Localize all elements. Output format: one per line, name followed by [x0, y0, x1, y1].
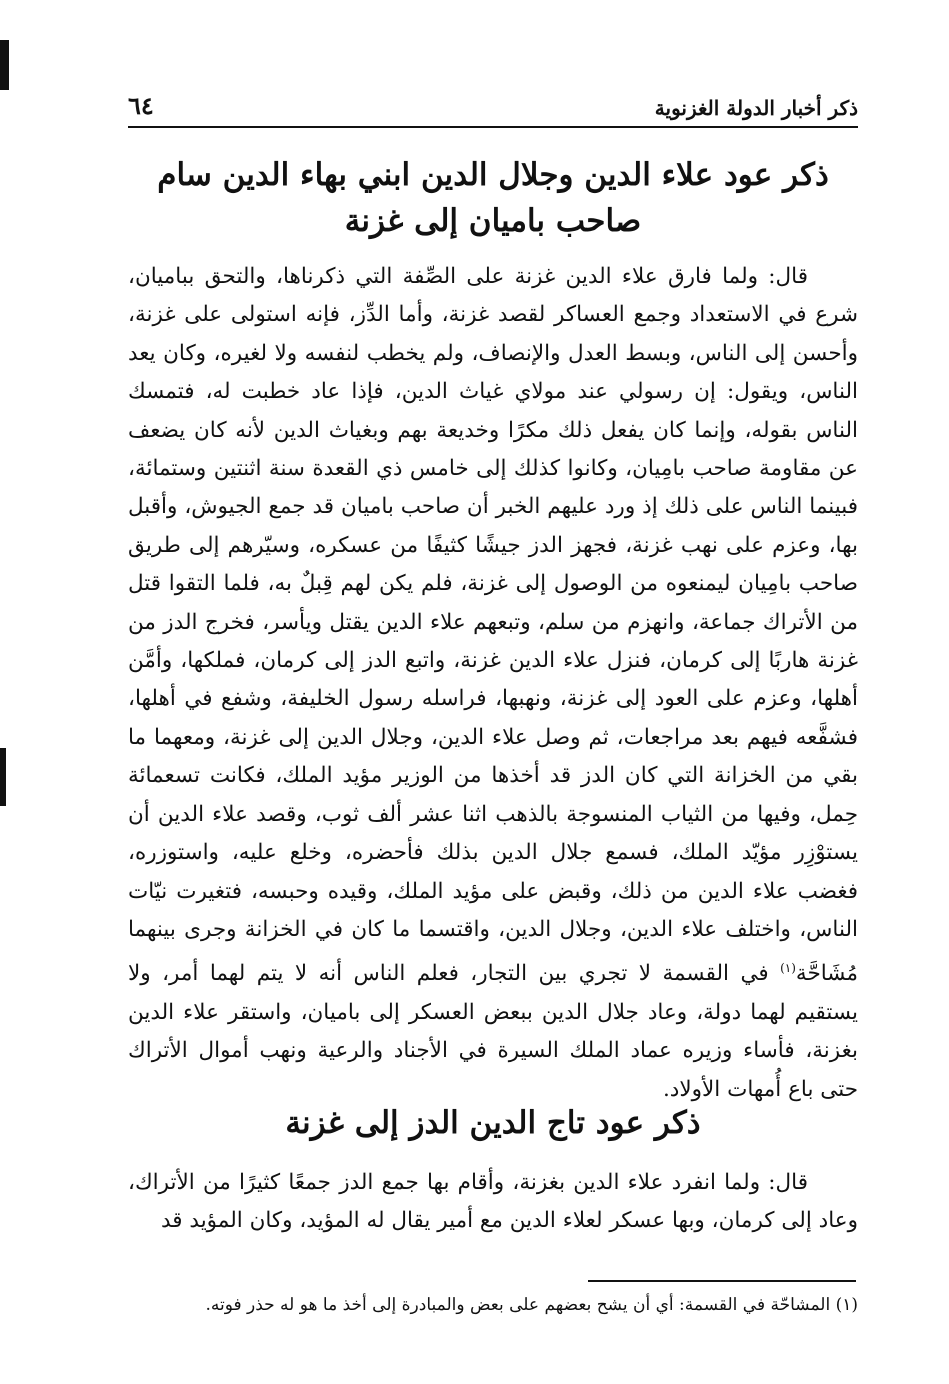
- running-header-title: ذكر أخبار الدولة الغزنوية: [654, 96, 858, 120]
- footnote-reference[interactable]: (١): [780, 961, 796, 976]
- running-header: [128, 84, 858, 128]
- section-1-paragraph: [128, 258, 858, 1109]
- paragraph-text-part-1: قال: ولما فارق علاء الدين غزنة على الصِّفة التي ذكرناها، والتحق بباميان، شرع في الاستعداد وجمع العساكر لقصد غزنة، وأما الدِّز، فإنه استولى على غزنة، وأحسن إلى الناس، وبسط العدل والإنصاف، ولم يخطب لنفسه ولا لغيره، وكان يعد الناس، ويقول: إن رسولي عند مولاي غياث الدين، فإذا عاد خطبت له، فتمسك الناس بقوله، وإنما كان يفعل ذلك مكرًا وخديعة بهم وبغياث الدين لأنه كان يضعف عن مقاومة صاحب بامِيان، وكانوا كذلك إلى خامس ذي القعدة سنة اثنتين وستمائة، فبينما الناس على ذلك إذ ورد عليهم الخبر أن صاحب باميان قد جمع الجيوش، وأقبل بها، وعزم على نهب غزنة، فجهز الدز جيشًا كثيفًا من عسكره، وسيّرهم إلى طريق صاحب بامِيان ليمنعوه من الوصول إلى غزنة، فلم يكن لهم قِبلٌ به، فلما التقوا قتل من الأتراك جماعة، وانهزم من سلم، وتبعهم علاء الدين يقتل ويأسر، فخرج الدز من غزنة هاربًا إلى كرمان، فنزل علاء الدين غزنة، واتبع الدز إلى كرمان، فملكها، وأمَّن أهلها، وعزم على العود إلى غزنة، ونهبها، فراسله رسول الخليفة، وشفع في أهلها، فشفَّعه فيهم بعد مراجعات، ثم وصل علاء الدين، وجلال الدين إلى غزنة، ومعهما ما بقي من الخزانة التي كان الدز قد أخذها من الوزير مؤيد الملك، فكانت تسعمائة حِمل، وفيها من الثياب المنسوجة بالذهب اثنا عشر ألف ثوب، وقصد علاء الدين أن يستوْزِر مؤيّد الملك، فسمع جلال الدين بذلك فأحضره، وخلع عليه، واستوزره، فغضب علاء الدين من ذلك، وقبض على مؤيد الملك، وقيده وحبسه، فتغيرت نيّات الناس، واختلف علاء الدين، وجلال الدين، واقتسما ما كان في الخزانة وجرى بينهما مُشَاحَّة: [128, 264, 858, 987]
- paragraph-text-part-2: في القسمة لا تجري بين التجار، فعلم الناس أنه لا يتم لهما أمر، ولا يستقيم لهما دولة، وعاد جلال الدين ببعض العسكر إلى باميان، واستقر علاء الدين بغزنة، فأساء وزيره عماد الملك السيرة في الأجناد والرعية ونهب أموال الأتراك حتى باع أُمهات الأولاد.: [128, 961, 858, 1102]
- footnote-divider: [588, 1280, 856, 1282]
- section-heading-2: [128, 1100, 858, 1146]
- footnote-text: (١) المشاحّة في القسمة: أي أن يشح بعضهم على بعض والمبادرة إلى أخذ ما هو له حذر فوته.: [205, 1295, 858, 1315]
- page-number: ٦٤: [128, 91, 154, 120]
- section-2-paragraph: [128, 1164, 858, 1241]
- scan-edge-mark-middle: [0, 748, 6, 806]
- footnote: [128, 1290, 858, 1320]
- section-heading-1-line-2: صاحب باميان إلى غزنة: [344, 203, 642, 239]
- section-heading-2-line: ذكر عود تاج الدين الدز إلى غزنة: [285, 1105, 701, 1141]
- section-heading-1-line-1: ذكر عود علاء الدين وجلال الدين ابني بهاء الدين سام: [157, 157, 829, 193]
- scan-edge-mark-top: [0, 40, 9, 90]
- section-2-paragraph-text: قال: ولما انفرد علاء الدين بغزنة، وأقام بها جمع الدز جمعًا كثيرًا من الأتراك، وعاد إلى كرمان، وبها عسكر لعلاء الدين مع أمير يقال له المؤيد، وكان المؤيد قد: [128, 1170, 858, 1234]
- section-heading-1: [128, 152, 858, 244]
